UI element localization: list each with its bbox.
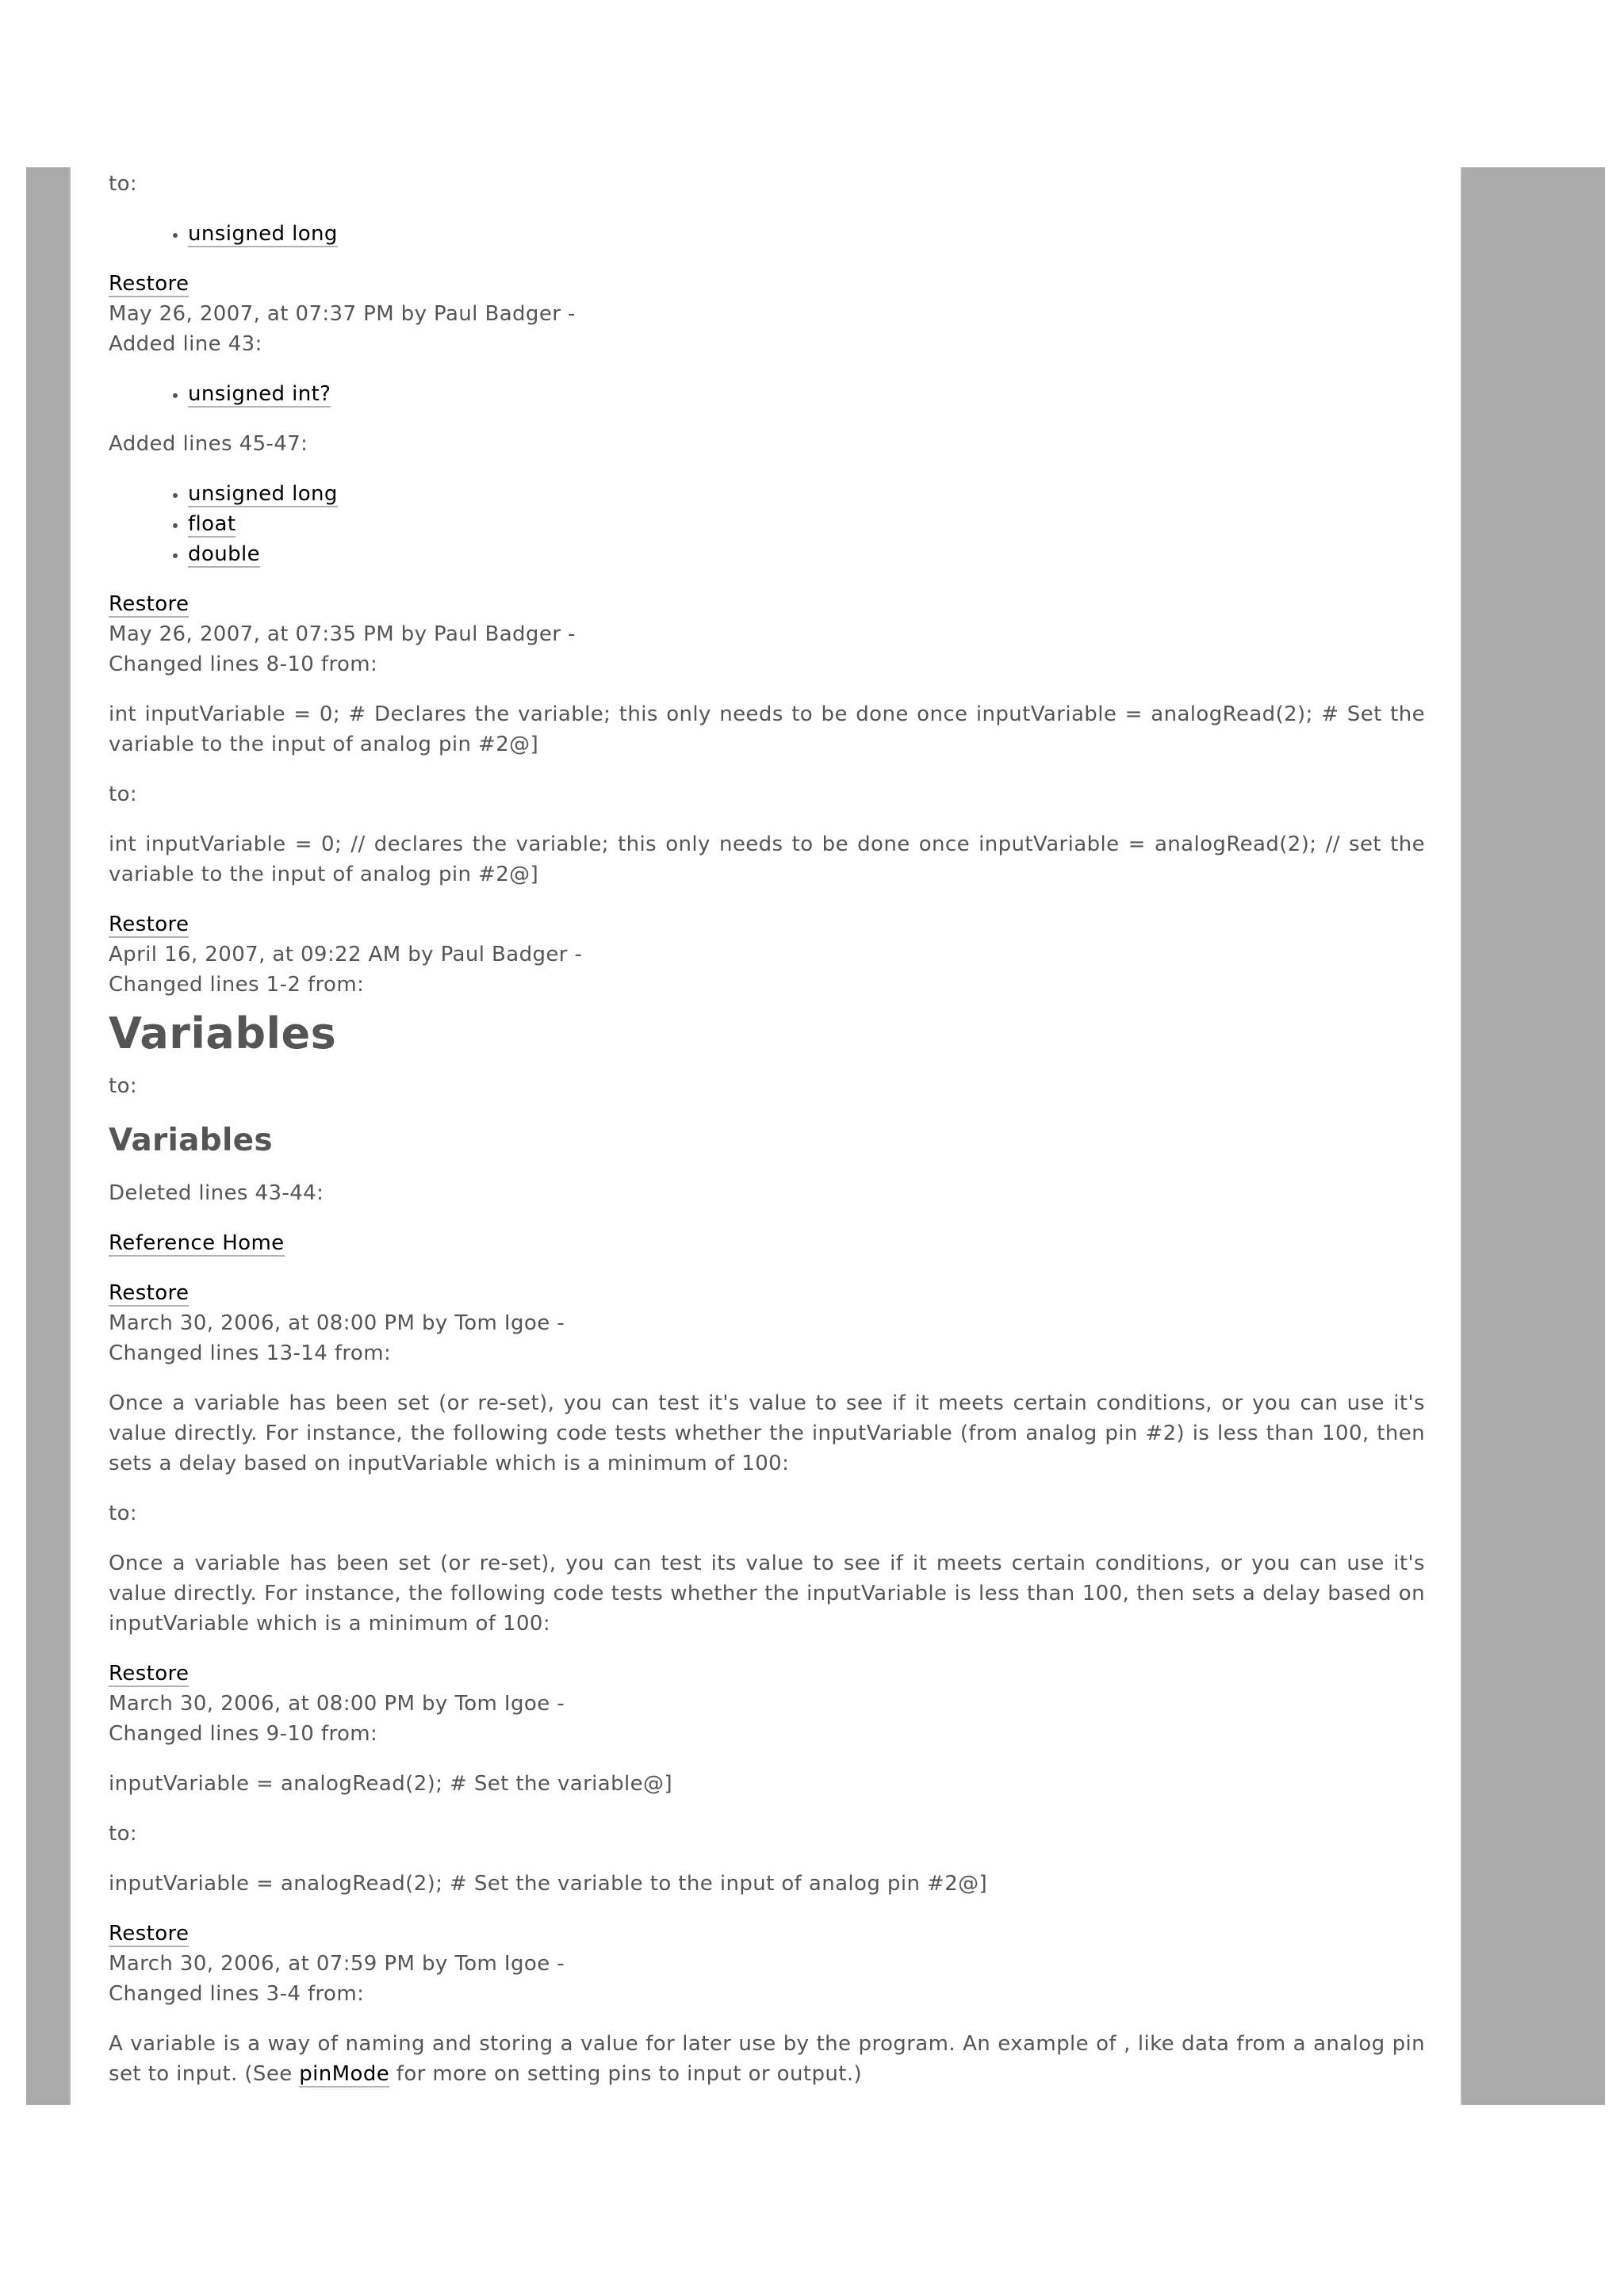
diff-from-text: inputVariable = analogRead(2); # Set the variable@] [109, 1772, 672, 1796]
entry-meta: March 30, 2006, at 07:59 PM by Tom Igoe - [109, 1952, 565, 1976]
restore-link[interactable]: Restore [109, 272, 190, 296]
unsigned-long-link[interactable]: unsigned long [188, 222, 338, 246]
diff-from-text: Once a variable has been set (or re-set), you can test it's value to see if it meets certain conditions, or you can use it's value directly. For instance, the following code tests whether the inputVariable (from analog pin #2) is less than 100, then sets a delay based on inputVariable which is a minimum of 100: [109, 1391, 1425, 1475]
list-item [188, 219, 1425, 249]
entry-meta: March 30, 2006, at 08:00 PM by Tom Igoe - [109, 1692, 565, 1716]
change-description: Changed lines 9-10 from: [109, 1722, 378, 1746]
reference-home-paragraph [109, 1228, 1425, 1258]
to-label: to: [109, 1502, 138, 1525]
restore-link[interactable]: Restore [109, 1662, 190, 1686]
change-description: Changed lines 3-4 from: [109, 1982, 365, 2006]
history-entry-header [109, 1919, 1425, 2009]
diff-to-text: int inputVariable = 0; // declares the variable; this only needs to be done once inputVariable = analogRead(2); // set the variable to the input of analog pin #2@] [109, 832, 1425, 886]
to-label: to: [109, 172, 138, 196]
diff-to-heading: Variables [109, 1123, 273, 1158]
entry-meta: March 30, 2006, at 08:00 PM by Tom Igoe - [109, 1311, 565, 1335]
change-description: Changed lines 1-2 from: [109, 973, 365, 997]
history-entry-header [109, 269, 1425, 359]
left-sidebar-bar [26, 167, 71, 2105]
unsigned-int-link[interactable]: unsigned int? [188, 382, 331, 406]
history-entry-header [109, 589, 1425, 679]
entry-meta: May 26, 2007, at 07:37 PM by Paul Badger - [109, 302, 576, 326]
diff-from-heading: Variables [109, 1008, 337, 1058]
intro-list [109, 219, 1425, 249]
unsigned-long-link[interactable]: unsigned long [188, 482, 338, 506]
diff-from-text: int inputVariable = 0; # Declares the variable; this only needs to be done once inputVariable = analogRead(2); # Set the variable to the input of analog pin #2@] [109, 702, 1425, 756]
description-text: for more on setting pins to input or output.) [389, 2062, 863, 2086]
change-description: Deleted lines 43-44: [109, 1181, 324, 1205]
to-label: to: [109, 1074, 138, 1098]
history-entry-header [109, 1659, 1425, 1749]
list-item [188, 509, 1425, 539]
list-item [188, 379, 1425, 409]
restore-link[interactable]: Restore [109, 1922, 190, 1946]
double-link[interactable]: double [188, 542, 261, 566]
reference-home-link[interactable]: Reference Home [109, 1231, 285, 1255]
right-sidebar-bar [1461, 167, 1605, 2105]
change-description: Added lines 45-47: [109, 432, 308, 456]
list-item [188, 479, 1425, 509]
change-description: Changed lines 13-14 from: [109, 1341, 392, 1365]
change-description: Added line 43: [109, 332, 262, 356]
entry-meta: May 26, 2007, at 07:35 PM by Paul Badger - [109, 622, 576, 646]
diff-to-text: Once a variable has been set (or re-set), you can test its value to see if it meets certain conditions, or you can use it's value directly. For instance, the following code tests whether the inputVariable is less than 100, then sets a delay based on inputVariable which is a minimum of 100: [109, 1552, 1425, 1636]
restore-link[interactable]: Restore [109, 913, 190, 936]
restore-link[interactable]: Restore [109, 1281, 190, 1305]
history-entry-header [109, 1278, 1425, 1368]
history-entry-header [109, 909, 1425, 1000]
added-list [109, 379, 1425, 409]
variable-description [109, 2029, 1425, 2089]
to-label: to: [109, 1822, 138, 1846]
entry-meta: April 16, 2007, at 09:22 AM by Paul Badger - [109, 943, 583, 966]
page-history-content [109, 169, 1425, 2109]
list-item [188, 539, 1425, 569]
pinmode-link[interactable]: pinMode [299, 2062, 390, 2086]
diff-to-text: inputVariable = analogRead(2); # Set the variable to the input of analog pin #2@] [109, 1872, 988, 1896]
change-description: Changed lines 8-10 from: [109, 652, 378, 676]
added-list [109, 479, 1425, 569]
to-label: to: [109, 783, 138, 806]
float-link[interactable]: float [188, 512, 236, 536]
restore-link[interactable]: Restore [109, 592, 190, 616]
description-text: A variable is a way of naming and storing a value for later use by the program. An example of , like data from a analog pin set to input. (See [109, 2032, 1425, 2086]
